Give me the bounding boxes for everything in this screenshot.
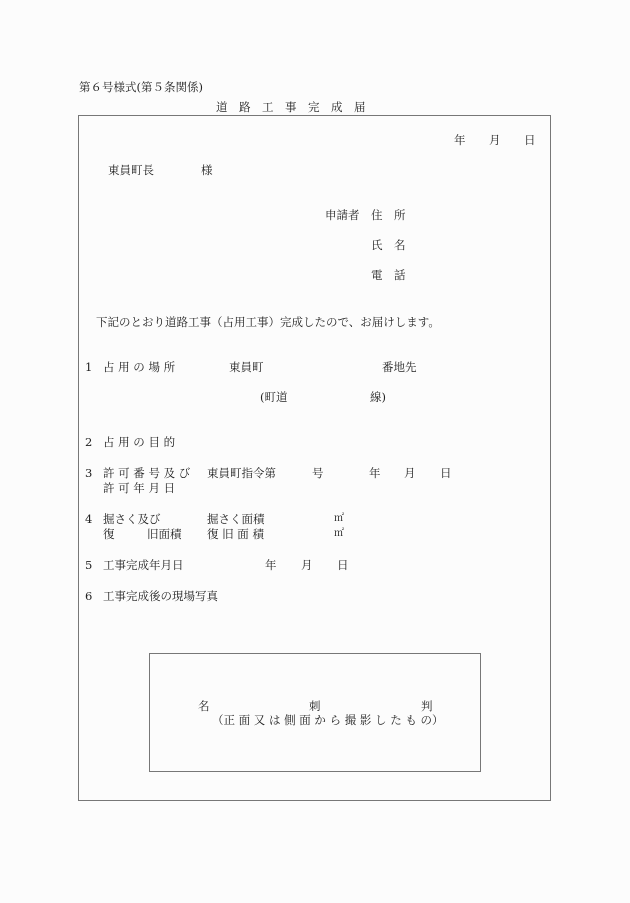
addressee-name: 東員町長: [108, 163, 154, 177]
item4-label2b: 旧面積: [147, 527, 182, 541]
photo-box-label-b: 刺: [309, 699, 321, 713]
item4-unit1: ㎡: [334, 513, 344, 524]
form-number: 第６号様式(第５条関係): [79, 80, 203, 94]
date-year: 年: [454, 133, 466, 147]
photo-box-instructions: （正 面 又 は 側 面 か ら 撮 影 し た も の）: [212, 713, 444, 727]
photo-box-label-c: 判: [421, 699, 433, 713]
applicant-label: 申請者: [325, 208, 360, 222]
item3-month: 月: [404, 466, 416, 480]
date-month: 月: [489, 133, 501, 147]
document-title: 道 路 工 事 完 成 届: [216, 100, 366, 114]
date-day: 日: [524, 133, 536, 147]
item3-label1: 許 可 番 号 及 び: [103, 466, 191, 480]
item5-year: 年: [265, 558, 277, 572]
item5-day: 日: [337, 558, 349, 572]
item3-number-suffix: 号: [312, 466, 324, 480]
item1-label: 占 用 の 場 所: [103, 360, 176, 374]
item4-excavation: 掘さく面積: [207, 512, 265, 526]
item1-number: 1: [85, 360, 93, 374]
item3-number: 3: [85, 466, 93, 480]
item1-road-open: (町道: [260, 390, 288, 404]
applicant-address-label: 住 所: [371, 208, 406, 222]
item6-label: 工事完成後の現場写真: [103, 589, 218, 603]
item3-day: 日: [440, 466, 452, 480]
item3-order: 東員町指令第: [207, 466, 276, 480]
item4-label2a: 復: [103, 527, 115, 541]
item3-label2: 許 可 年 月 日: [103, 481, 176, 495]
item1-suffix: 番地先: [382, 360, 417, 374]
item4-unit2: ㎡: [334, 528, 344, 539]
item1-town: 東員町: [229, 360, 264, 374]
item6-number: 6: [85, 589, 93, 603]
intro-text: 下記のとおり道路工事（占用工事）完成したので、お届けします。: [96, 315, 440, 329]
photo-box-label-a: 名: [198, 699, 210, 713]
item4-label1: 掘さく及び: [103, 512, 161, 526]
addressee-honorific: 様: [201, 163, 213, 177]
applicant-phone-label: 電 話: [371, 268, 406, 282]
applicant-name-label: 氏 名: [371, 238, 406, 252]
item2-number: 2: [85, 435, 93, 449]
item3-year: 年: [369, 466, 381, 480]
item5-label: 工事完成年月日: [103, 558, 184, 572]
item5-number: 5: [85, 558, 93, 572]
item2-label: 占 用 の 目 的: [103, 435, 176, 449]
item5-month: 月: [301, 558, 313, 572]
item4-restoration: 復 旧 面 積: [207, 527, 264, 541]
item4-number: 4: [85, 512, 93, 526]
item1-road-close: 線): [370, 390, 386, 404]
